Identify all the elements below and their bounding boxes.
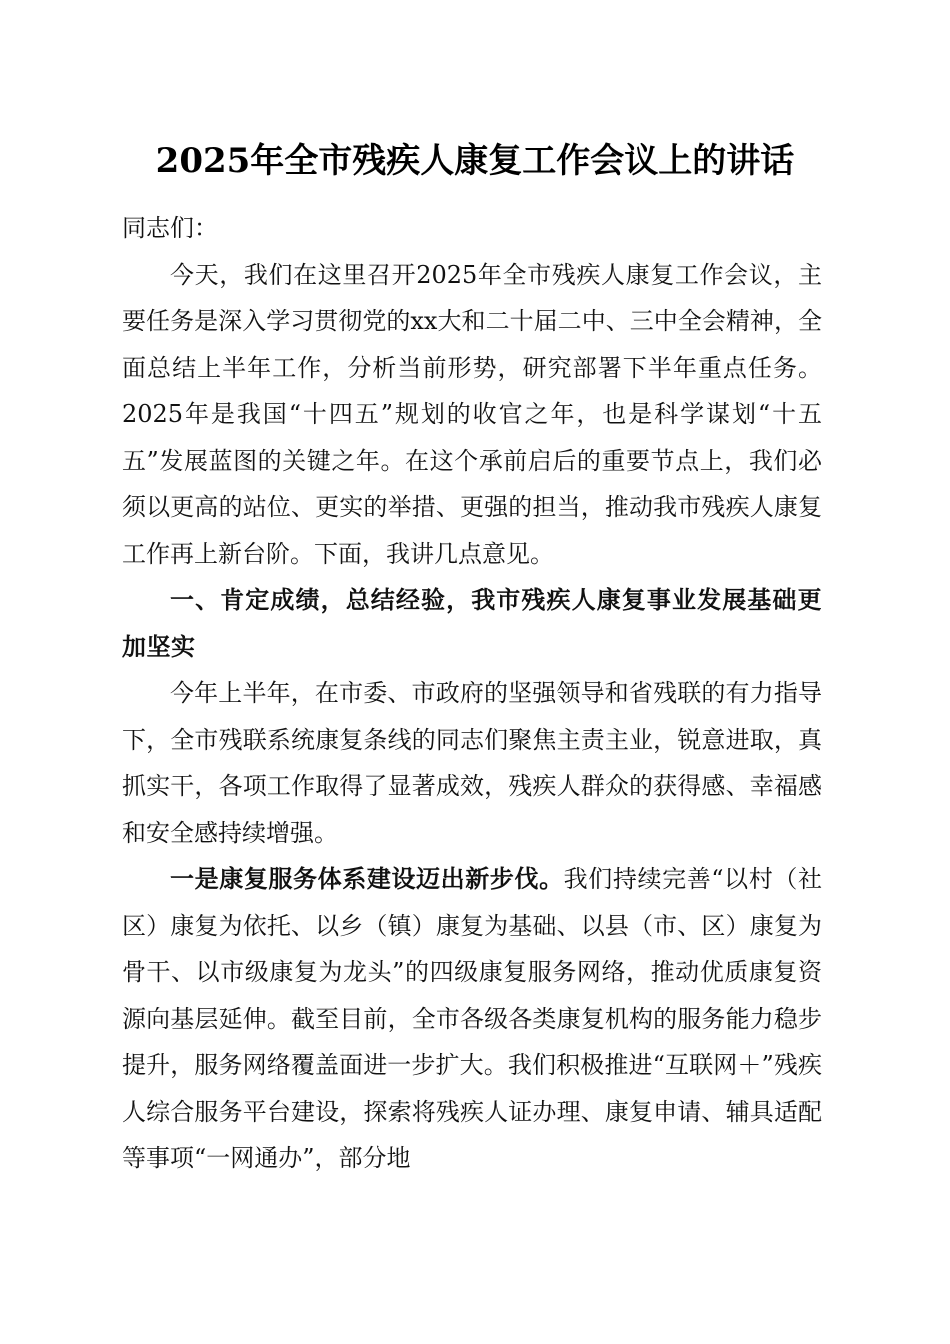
document-body [122,205,822,1182]
intro-paragraph: 今天，我们在这里召开2025年全市残疾人康复工作会议，主要任务是深入学习贯彻党的xx大和二十届二中、三中全会精神，全面总结上半年工作，分析当前形势，研究部署下半年重点任务。2025年是我国“十四五”规划的收官之年，也是科学谋划“十五五”发展蓝图的关键之年。在这个承前启后的重要节点上，我们必须以更高的站位、更实的举措、更强的担当，推动我市残疾人康复工作再上新台阶。下面，我讲几点意见。 [122,260,822,568]
section-1-paragraph: 今年上半年，在市委、市政府的坚强领导和省残联的有力指导下，全市残联系统康复条线的同志们聚焦主责主业，锐意进取，真抓实干，各项工作取得了显著成效，残疾人群众的获得感、幸福感和安全感持续增强。 [122,679,822,847]
point-1-lead: 一是康复服务体系建设迈出新步伐。 [170,865,564,893]
document-title: 2025年全市残疾人康复工作会议上的讲话 [155,141,795,181]
point-1-text: 我们持续完善“以村（社区）康复为依托、以乡（镇）康复为基础、以县（市、区）康复为骨干、以市级康复为龙头”的四级康复服务网络，推动优质康复资源向基层延伸。截至目前，全市各级各类康复机构的服务能力稳步提升，服务网络覆盖面进一步扩大。我们积极推进“互联网＋”残疾人综合服务平台建设，探索将残疾人证办理、康复申请、辅具适配等事项“一网通办”，部分地 [122,865,822,1172]
greeting: 同志们： [122,214,218,242]
section-heading-1: 一、肯定成绩，总结经验，我市残疾人康复事业发展基础更加坚实 [122,586,822,661]
point-1-paragraph [122,856,822,1182]
